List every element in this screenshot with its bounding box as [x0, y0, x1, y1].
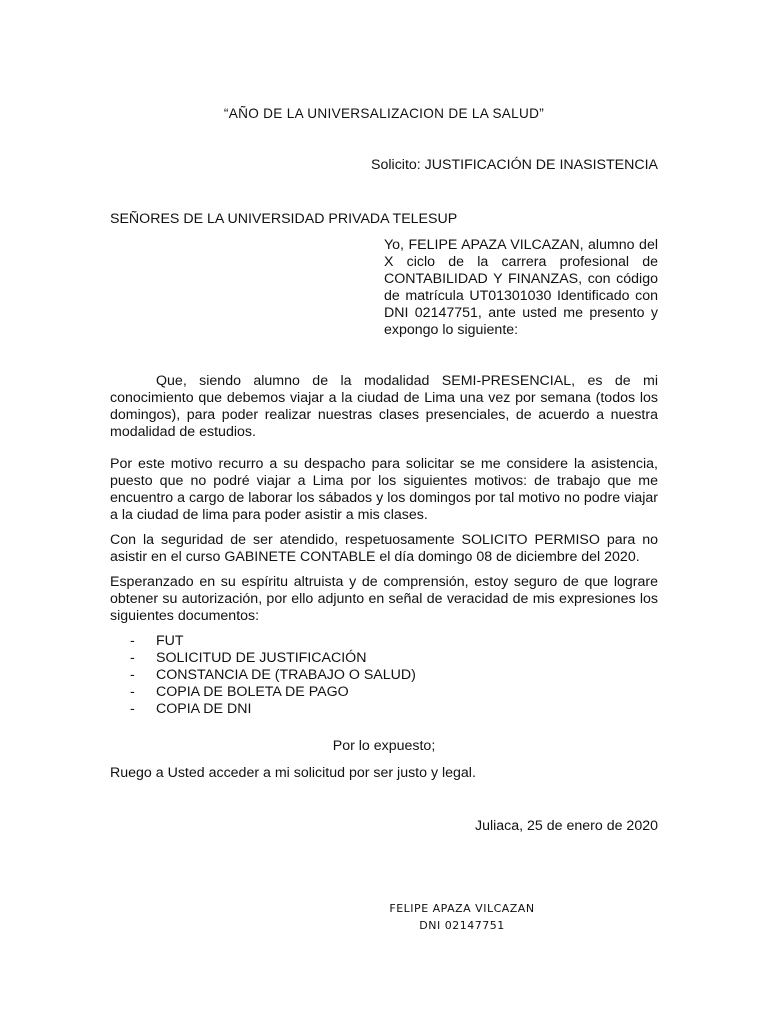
list-item — [110, 633, 658, 650]
paragraph-modality: Que, siendo alumno de la modalidad SEMI-PRESENCIAL, es de mi conocimiento que debemos viajar a la ciudad de Lima una vez por semana (todos los domingos), para poder realizar nuestras clases presenciales, de acuerdo a nuestra modalidad de estudios. — [110, 373, 658, 440]
list-bullet: - — [130, 701, 135, 717]
document-label: COPIA DE DNI — [156, 701, 252, 717]
document-label: SOLICITUD DE JUSTIFICACIÓN — [156, 650, 367, 666]
list-item — [110, 701, 658, 718]
signature-dni: DNI 02147751 — [419, 919, 505, 932]
list-bullet: - — [130, 684, 135, 700]
closing-line-2: Ruego a Usted acceder a mi solicitud por ser justo y legal. — [110, 765, 476, 781]
paragraph-attachments: Esperanzado en su espíritu altruista y de comprensión, estoy seguro de que lograre obtener su autorización, por ello adjunto en señal de veracidad de mis expresiones los siguientes documentos: — [110, 574, 658, 624]
list-item — [110, 650, 658, 667]
list-bullet: - — [130, 633, 135, 649]
paragraph-request: Con la seguridad de ser atendido, respetuosamente SOLICITO PERMISO para no asistir en el curso GABINETE CONTABLE el día domingo 08 de diciembre del 2020. — [110, 532, 658, 565]
document-label: FUT — [156, 633, 184, 649]
list-item — [110, 667, 658, 684]
list-item — [110, 684, 658, 701]
document-label: COPIA DE BOLETA DE PAGO — [156, 684, 349, 700]
letter-body — [110, 373, 658, 718]
list-bullet: - — [130, 667, 135, 683]
closing-line-1: Por lo expuesto; — [332, 738, 436, 754]
addressee: SEÑORES DE LA UNIVERSIDAD PRIVADA TELESUP — [110, 211, 458, 227]
place-date: Juliaca, 25 de enero de 2020 — [474, 818, 658, 834]
paragraph-reason: Por este motivo recurro a su despacho para solicitar se me considere la asistencia, puesto que no podré viajar a Lima por los siguientes motivos: de trabajo que me encuentro a cargo de laborar los sábados y los domingos por tal motivo no podre viajar a la ciudad de lima para poder asistir a mis clases. — [110, 456, 658, 523]
document-label: CONSTANCIA DE (TRABAJO O SALUD) — [156, 667, 416, 683]
year-motto: “AÑO DE LA UNIVERSALIZACION DE LA SALUD” — [223, 106, 545, 121]
list-bullet: - — [130, 650, 135, 666]
signature-name: FELIPE APAZA VILCAZAN — [389, 902, 535, 915]
subject-line: Solicito: JUSTIFICACIÓN DE INASISTENCIA — [371, 157, 658, 173]
intro-paragraph: Yo, FELIPE APAZA VILCAZAN, alumno del X ciclo de la carrera profesional de CONTABILIDAD Y FINANZAS, con código de matrícula UT01301030 Identificado con DNI 02147751, ante usted me presento y expongo lo siguiente: — [384, 237, 658, 338]
documents-list — [110, 633, 658, 718]
signature-block — [342, 900, 582, 934]
